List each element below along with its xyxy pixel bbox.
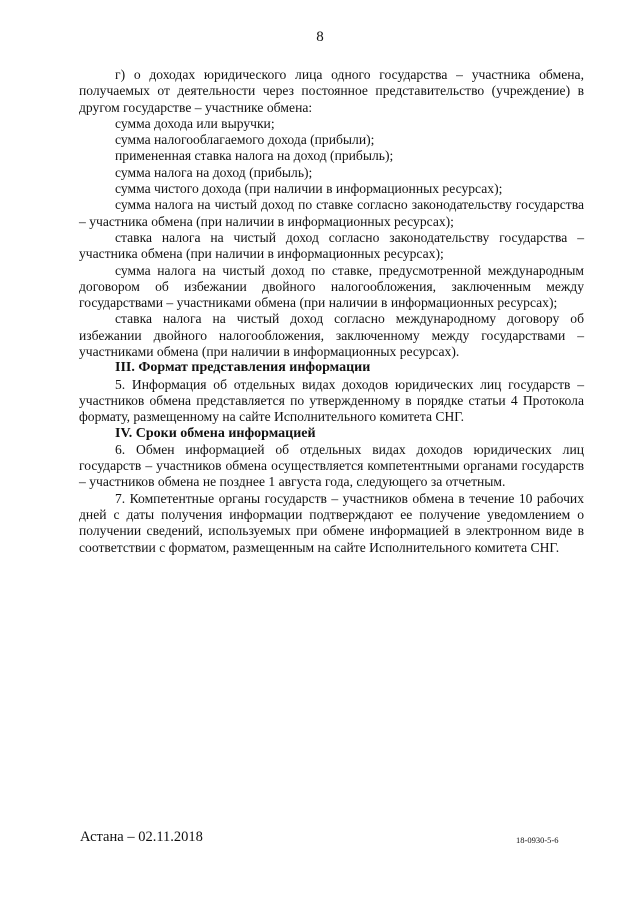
paragraph-7: 7. Компетентные органы государств – участников обмена в течение 10 рабочих дней с даты получения информации подтверждают ее получение уведомлением о получении сведений, используемых при обмене информацией в электронном виде в соответствии с форматом, размещенным на сайте Исполнительного комитета СНГ. [79,490,584,555]
list-item: сумма налога на доход (прибыль); [115,164,313,180]
list-item: сумма налога на чистый доход по ставке согласно законодательству государства – участника обмена (при наличии в информационных ресурсах); [79,197,584,229]
paragraph-g-intro: г) о доходах юридического лица одного государства – участника обмена, получаемых от деятельности через постоянное представительство (учреждение) в другом государстве – участнике обмена: [79,67,584,115]
list-item: сумма налогооблагаемого дохода (прибыли); [115,132,375,148]
paragraph-5: 5. Информация об отдельных видах доходов юридических лиц государств – участников обмена представляется по утвержденному в порядке статьи 4 Протокола формату, размещенному на сайте Исполнительного комитета СНГ. [79,376,584,425]
footer-place-date: Астана – 02.11.2018 [80,829,203,845]
list-item: ставка налога на чистый доход согласно законодательству государства – участника обмена (при наличии в информационных ресурсах); [79,229,584,262]
section-4-heading: IV. Сроки обмена информацией [115,425,316,441]
list-item: сумма дохода или выручки; [115,115,275,131]
footer-document-code: 18-0930-5-6 [516,835,559,845]
list-item: ставка налога на чистый доход согласно международному договору об избежании двойного налогообложения, заключенному между государствами – участниками обмена (при наличии в информационных ресурсах). [79,311,584,360]
page-number: 8 [316,29,324,45]
list-item: сумма налога на чистый доход по ставке, предусмотренной международным договором об избежании двойного налогообложения, заключенным между государствами – участниками обмена (при наличии в информационных ресурсах); [79,262,584,311]
paragraph-6: 6. Обмен информацией об отдельных видах доходов юридических лиц государств – участников обмена осуществляется компетентными органами государств – участников обмена не позднее 1 августа года, следующего за отчетным. [79,441,584,490]
document-body [79,67,584,556]
list-item: сумма чистого дохода (при наличии в информационных ресурсах); [115,181,503,197]
list-item: примененная ставка налога на доход (прибыль); [115,148,394,164]
section-3-heading: III. Формат представления информации [115,360,371,376]
